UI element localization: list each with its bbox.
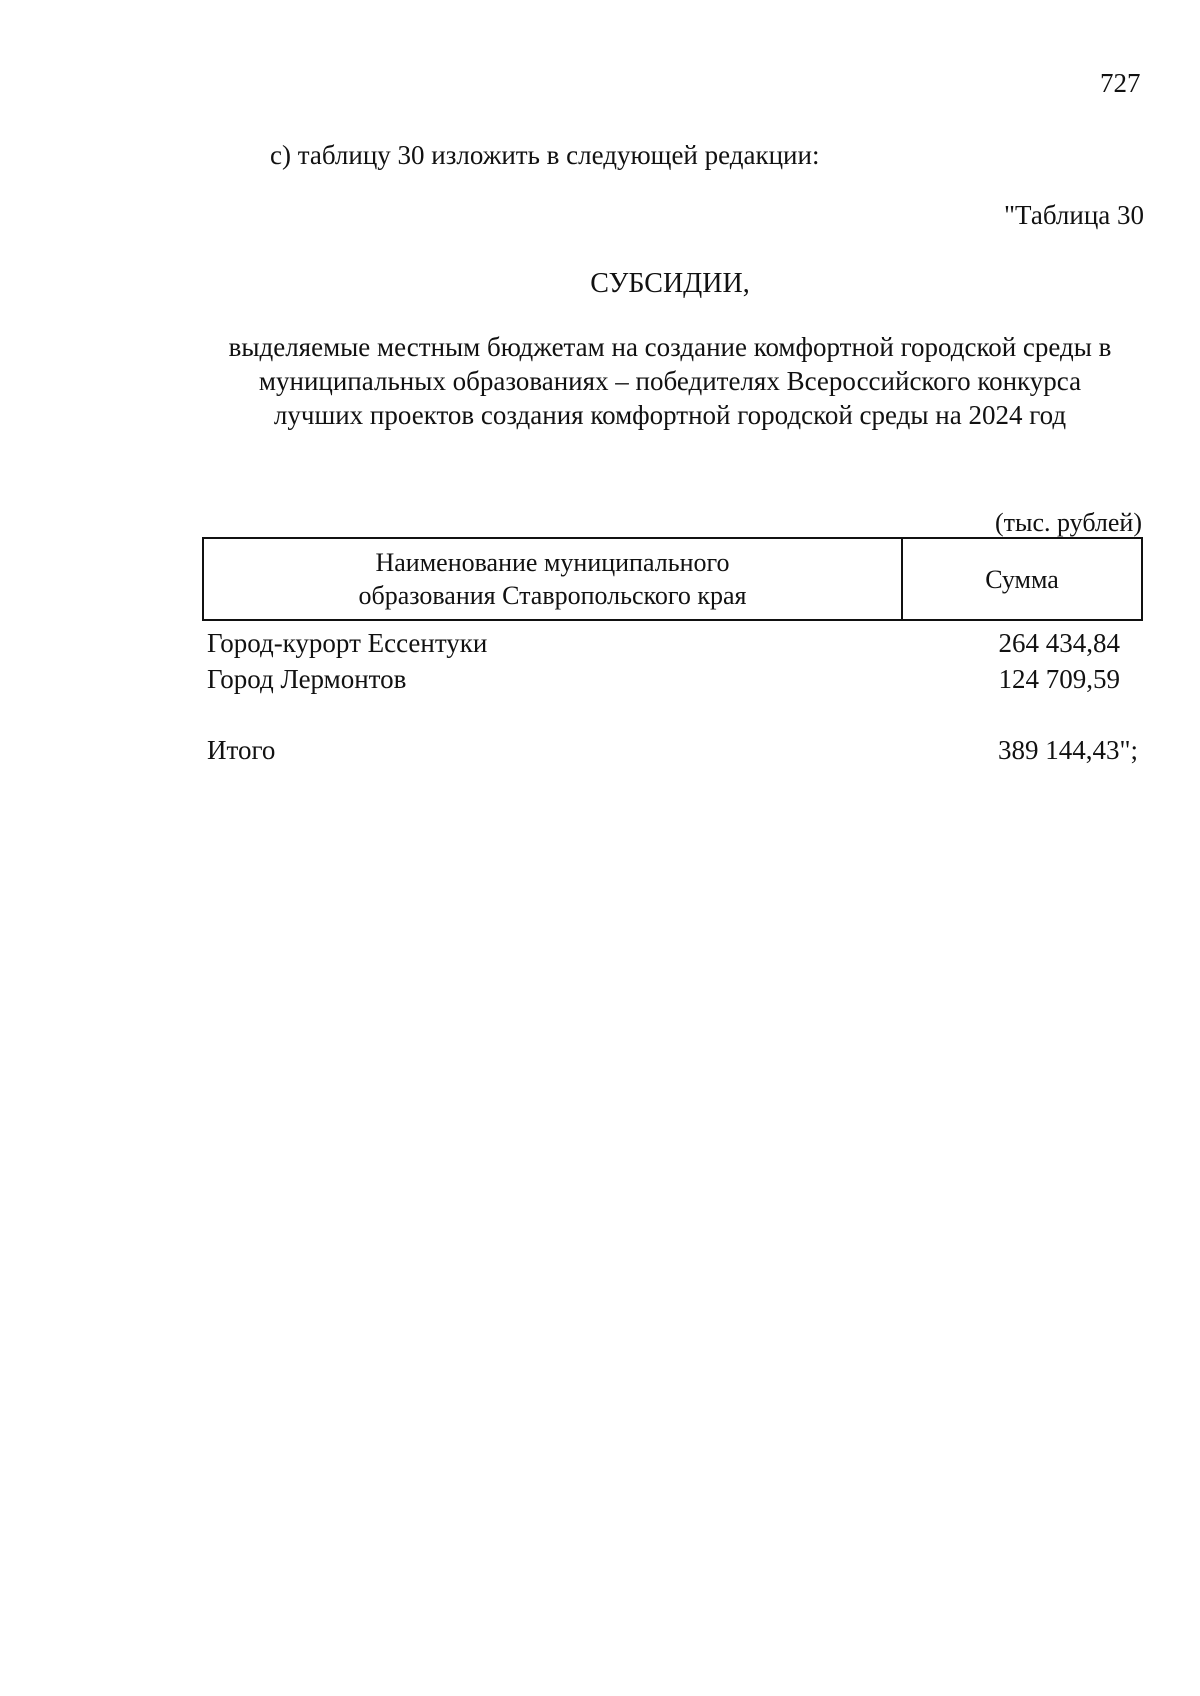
intro-text: с) таблицу 30 изложить в следующей редакции: xyxy=(270,140,820,170)
table-header xyxy=(202,537,1143,621)
subheading-line: выделяемые местным бюджетам на создание комфортной городской среды в xyxy=(228,332,1112,362)
subheading-line: лучших проектов создания комфортной городской среды на 2024 год xyxy=(273,400,1067,430)
total-label: Итого xyxy=(207,735,276,765)
document-subheading xyxy=(200,330,1140,432)
document-heading: СУБСИДИИ, xyxy=(590,268,750,299)
column-header-name xyxy=(204,539,903,619)
table-row-name: Город-курорт Ессентуки xyxy=(207,628,488,658)
subheading-line: муниципальных образованиях – победителях Всероссийского конкурса xyxy=(258,366,1082,396)
table-row-name: Город Лермонтов xyxy=(207,664,407,694)
column-header-name-line: образования Ставропольского края xyxy=(358,581,747,610)
unit-label: (тыс. рублей) xyxy=(994,508,1142,537)
page-number: 727 xyxy=(1100,68,1141,98)
table-label: "Таблица 30 xyxy=(1004,200,1144,230)
column-header-name-line: Наименование муниципального xyxy=(375,548,730,577)
column-header-sum: Сумма xyxy=(985,564,1059,594)
table-row-value: 124 709,59 xyxy=(998,664,1120,694)
total-value: 389 144,43"; xyxy=(997,735,1138,765)
table-row-value: 264 434,84 xyxy=(998,628,1120,658)
